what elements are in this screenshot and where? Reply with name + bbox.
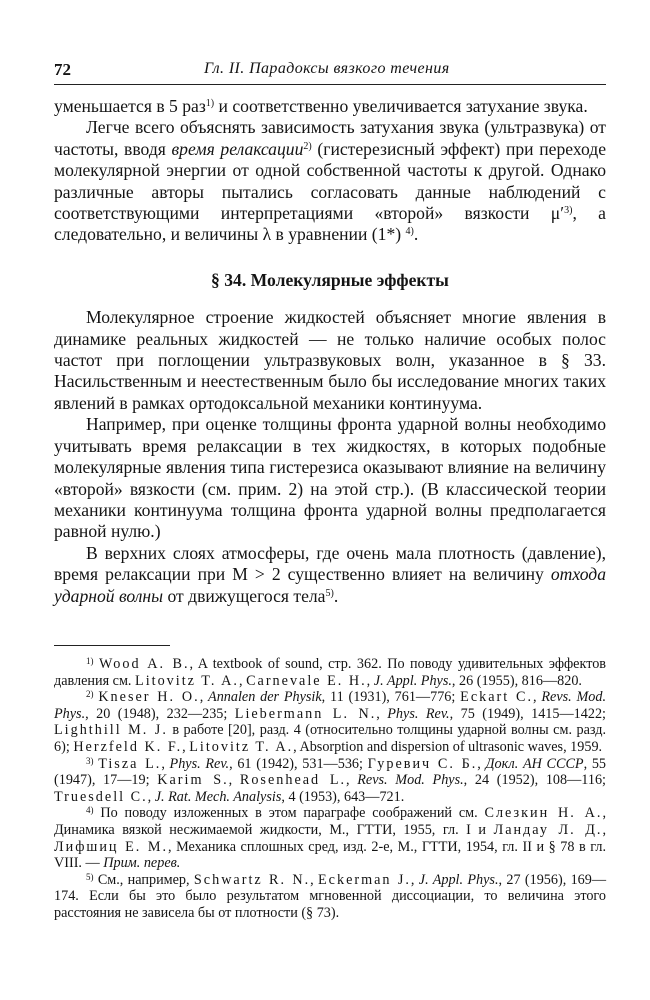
footnote-3-text: , 55 (1947), 17—19;	[54, 755, 607, 789]
footnote-1-author: Wood A. B.	[99, 656, 190, 672]
footnote-2-author: Herzfeld K. F.	[73, 738, 183, 755]
footnote-ref-2: 2)	[303, 140, 312, 152]
footnote-4-translator-note: Прим. перев.	[103, 855, 181, 872]
footnote-3-text: ,	[147, 788, 155, 805]
footnote-ref-3: 3)	[564, 205, 573, 217]
footnote-3	[54, 756, 606, 806]
footnote-1-text: , A textbook of sound, стр. 362. По поводу удивительных эффектов давления см.	[54, 656, 606, 689]
term-relaxation-time: время релаксации	[171, 138, 304, 159]
footnote-1-text: ,	[366, 672, 374, 689]
footnote-3-mark: 3)	[86, 755, 94, 766]
footnote-2-author: Lighthill M. J.	[54, 722, 168, 739]
footnote-2-text: ,	[376, 705, 388, 722]
paragraph-2-text-a: Легче всего объяснять зависимость затухания звука (ультразвука) от частоты, вводя	[54, 117, 606, 159]
footnote-1-journal: J. Appl. Phys.	[373, 672, 452, 689]
footnote-1-text: ,	[238, 672, 247, 689]
paragraph-5-text-c: .	[333, 585, 339, 606]
footnote-2-text: ,	[533, 689, 542, 706]
footnote-3-author: Truesdell C.	[54, 788, 148, 805]
main-text	[54, 96, 606, 607]
footnote-ref-5: 5)	[325, 587, 334, 599]
footnote-2-journal: Annalen der Physik	[208, 689, 322, 706]
footnote-4-text: По поводу изложенных в этом параграфе соображений см.	[93, 805, 485, 822]
footnote-2-text: , 75 (1949), 1415—1422;	[449, 705, 606, 722]
paragraph-2-text-d: .	[413, 224, 419, 245]
page-header	[54, 56, 606, 85]
paragraph-1-text: уменьшается в 5 раз	[54, 96, 206, 116]
paragraph-2-text-b: (гистерезисный эффект) при переходе молекулярной энергии от одной собственной частоты к другой. Однако различные авторы пытались согласовать данные наблюдений с соответствующими интерпретациями «второй» вязкости μ′	[54, 138, 607, 224]
footnote-divider	[54, 645, 170, 646]
footnote-4	[54, 805, 606, 871]
footnote-5-author: Eckerman J.	[318, 871, 411, 888]
running-head: Гл. II. Парадоксы вязкого течения	[204, 60, 450, 77]
footnote-5-author: Schwartz R. N.	[193, 871, 311, 888]
footnote-4-text: , Механика сплошных сред, изд. 2-е, М., ГТТИ, 1954, гл. II и § 78 в гл. VIII. —	[54, 838, 606, 872]
footnote-2-journal: Phys. Rev.	[387, 705, 450, 722]
footnote-ref-1: 1)	[205, 98, 215, 109]
footnote-5-text: , 27 (1956), 169—174. Если бы это было результатом мгновенной диссоциации, то величина этого расстояния не зависела бы от плотности (§ 73).	[54, 871, 607, 921]
footnote-2-journal: Revs. Mod. Phys.	[54, 689, 607, 722]
footnote-5-journal: J. Appl. Phys.	[418, 871, 499, 888]
footnote-5-text: См., например,	[93, 871, 194, 888]
footnote-3-journal: Phys. Rev.	[169, 755, 230, 772]
footnote-2-text: , Absorption and dispersion of ultrasonic waves, 1959.	[293, 738, 603, 755]
paragraph-5-text-a: В верхних слоях атмосферы, где очень мала плотность (давление), время релаксации при M > 2 существенно влияет на величину	[54, 542, 606, 585]
page-number: 72	[54, 60, 71, 79]
paragraph-3: Молекулярное строение жидкостей объясняет многие явления в динамике реальных жидкостей — не только наличие особых полос частот при поглощении ультразвуковых волн, указанное в § 33. Насильственным и неестественным было бы исследование многих таких явлений в рамках ортодоксальной механики континуума.	[54, 307, 606, 413]
footnote-5-text: ,	[310, 871, 319, 888]
footnote-2-author: Eckart C.	[460, 689, 533, 706]
footnote-2-text: ,	[199, 689, 209, 706]
footnote-3-text: ,	[346, 772, 358, 789]
footnote-3-text: ,	[477, 755, 486, 772]
footnote-2-author: Kneser H. O.	[98, 689, 200, 706]
paragraph-2	[54, 117, 606, 245]
footnote-3-text: , 24 (1952), 108—116;	[463, 772, 606, 789]
footnotes	[54, 656, 606, 922]
footnote-2-text: в работе [20], разд. 4 (относительно толщины ударной волны см. разд. 6);	[54, 722, 606, 755]
footnote-5-mark: 5)	[86, 871, 94, 882]
paragraph-5-text-b: от движущегося тела	[163, 585, 326, 606]
footnote-1	[54, 656, 606, 689]
paragraph-1-text-end: и соответственно увеличивается затухание звука.	[214, 96, 588, 116]
footnote-1-mark: 1)	[86, 656, 94, 666]
footnote-4-author: Слезкин Н. А.	[484, 805, 603, 822]
footnote-3-author: Tisza L.	[98, 755, 162, 772]
paragraph-1	[54, 96, 606, 117]
paragraph-5	[54, 543, 606, 607]
footnote-3-journal: Докл. АН СССР	[485, 755, 584, 772]
footnote-2-author: Liebermann L. N.	[234, 705, 377, 722]
footnote-3-text: , 61 (1942), 531—536;	[229, 755, 368, 772]
footnote-2	[54, 689, 606, 755]
footnote-1-author: Carnevale E. H.	[246, 672, 367, 689]
footnote-5	[54, 872, 606, 922]
term-shock-standoff: отхода ударной волны	[54, 564, 606, 606]
footnote-2-author: Litovitz T. A.	[189, 738, 294, 755]
footnote-4-author: Лифшиц Е. М.	[54, 838, 168, 855]
paragraph-4: Например, при оценке толщины фронта ударной волны необходимо учитывать время релаксации в тех жидкостях, в которых подобные молекулярные явления типа гистерезиса оказывают влияние на величину «второй» вязкости (см. прим. 2) на этой стр.). (В классической теории механики континуума толщина фронта ударной волны предполагается равной нулю.)	[54, 414, 606, 542]
footnote-3-text: , 4 (1953), 643—721.	[281, 788, 405, 805]
footnote-4-text: , Динамика вязкой несжимаемой жидкости, М., ГТТИ, 1955, гл. I и	[54, 805, 606, 838]
footnote-3-journal: J. Rat. Mech. Analysis	[154, 788, 282, 805]
footnote-3-text: ,	[161, 755, 170, 772]
footnote-2-mark: 2)	[86, 689, 94, 700]
footnote-3-journal: Revs. Mod. Phys.	[357, 772, 464, 789]
footnote-2-text: , 20 (1948), 232—235;	[85, 705, 235, 722]
footnote-1-text: , 26 (1955), 816—820.	[451, 672, 582, 689]
footnote-4-text: ,	[602, 821, 607, 838]
footnote-3-author: Karim S.	[157, 772, 229, 789]
footnote-3-author: Гуревич С. Б.	[367, 755, 478, 772]
footnote-2-text: , 11 (1931), 761—776;	[321, 689, 461, 706]
footnote-3-author: Rosenhead L.	[239, 772, 347, 789]
footnote-4-author: Ландау Л. Д.	[493, 821, 603, 838]
footnote-5-text: ,	[410, 871, 419, 888]
section-title: § 34. Молекулярные эффекты	[211, 269, 449, 290]
footnote-3-text: ,	[228, 772, 240, 789]
footnote-2-text: ,	[182, 738, 190, 755]
footnote-ref-4: 4)	[405, 226, 414, 238]
paragraph-2-text-c: , а следовательно, и величины λ в уравнении (1*)	[54, 203, 606, 245]
footnote-1-author: Litovitz T. A.	[135, 672, 239, 689]
footnote-4-mark: 4)	[86, 805, 94, 816]
